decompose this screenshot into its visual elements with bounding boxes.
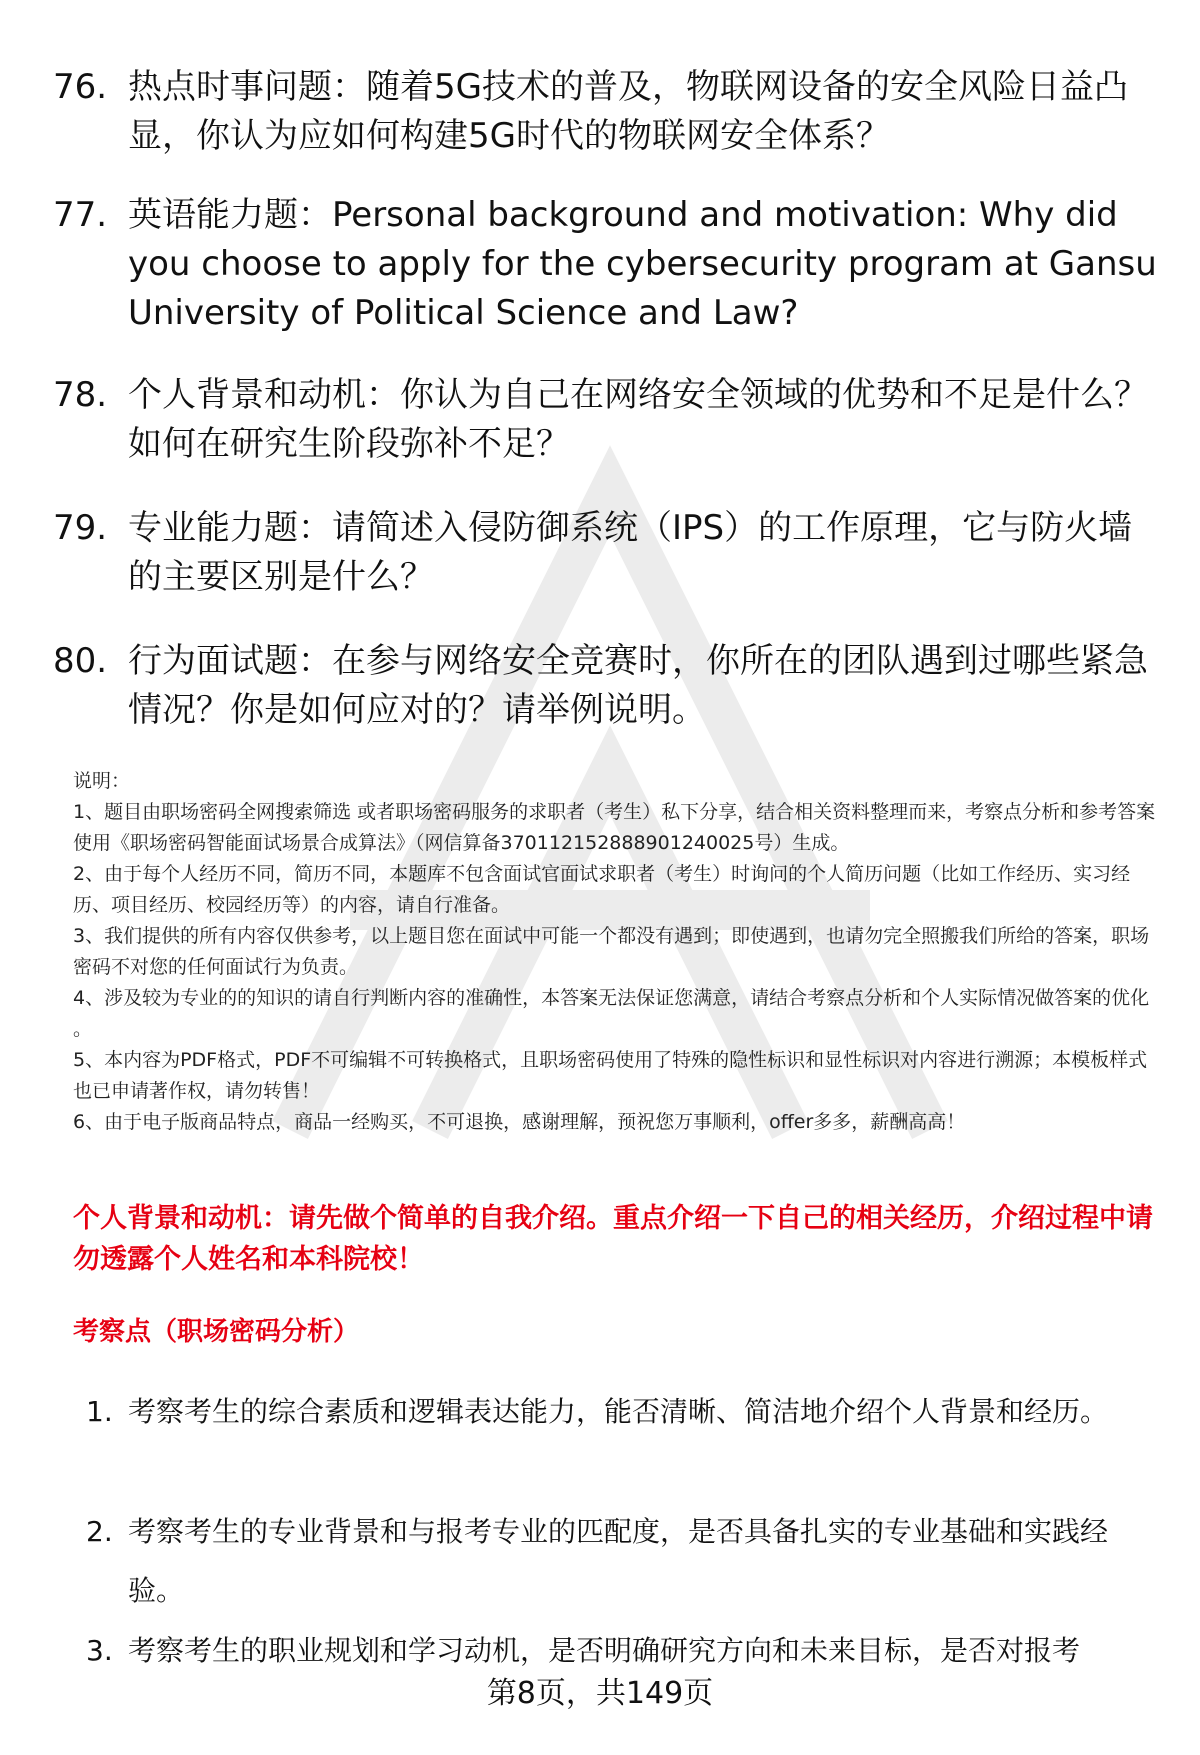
- point-number: 2.: [86, 1515, 113, 1548]
- question-number: 77.: [53, 195, 108, 235]
- question-text: 专业能力题：请简述入侵防御系统（IPS）的工作原理，它与防火墙的主要区别是什么？: [128, 508, 1133, 597]
- question-number: 76.: [53, 67, 108, 107]
- note-item: 5、本内容为PDF格式，PDF不可编辑不可转换格式，且职场密码使用了特殊的隐性标识和显性标识对内容进行溯源；本模板样式也已申请著作权，请勿转售！: [73, 1049, 1148, 1102]
- question-text: 个人背景和动机：你认为自己在网络安全领域的优势和不足是什么？如何在研究生阶段弥补不足？: [128, 375, 1148, 464]
- note-item: 2、由于每个人经历不同，简历不同，本题库不包含面试官面试求职者（考生）时询问的个人简历问题（比如工作经历、实习经历、项目经历、校园经历等）的内容，请自行准备。: [73, 863, 1131, 916]
- question-number: 78.: [53, 375, 108, 415]
- point-number: 1.: [86, 1395, 113, 1428]
- question-heading: 个人背景和动机：请先做个简单的自我介绍。重点介绍一下自己的相关经历，介绍过程中请勿透露个人姓名和本科院校！: [73, 1203, 1153, 1275]
- note-item: 6、由于电子版商品特点，商品一经购买，不可退换，感谢理解，预祝您万事顺利，offer多多，薪酬高高！: [73, 1111, 966, 1133]
- point-text: 考察考生的职业规划和学习动机，是否明确研究方向和未来目标，是否对报考: [128, 1634, 1081, 1667]
- note-item: 1、题目由职场密码全网搜索筛选 或者职场密码服务的求职者（考生）私下分享，结合相关资料整理而来，考察点分析和参考答案使用《职场密码智能面试场景合成算法》（网信算备370112152888901240025号）生成。: [73, 801, 1156, 854]
- page-number-footer: 第8页，共149页: [486, 1676, 714, 1711]
- question-number: 80.: [53, 641, 108, 681]
- note-item: 4、涉及较为专业的的知识的请自行判断内容的准确性，本答案无法保证您满意，请结合考察点分析和个人实际情况做答案的优化 。: [73, 987, 1150, 1040]
- analysis-heading: 考察点（职场密码分析）: [73, 1317, 360, 1347]
- question-text: 热点时事问题：随着5G技术的普及，物联网设备的安全风险日益凸显，你认为应如何构建5G时代的物联网安全体系？: [128, 67, 1128, 156]
- point-text: 考察考生的专业背景和与报考专业的匹配度，是否具备扎实的专业基础和实践经验。: [128, 1515, 1109, 1607]
- question-text: 行为面试题：在参与网络安全竞赛时，你所在的团队遇到过哪些紧急情况？你是如何应对的？请举例说明。: [128, 641, 1148, 730]
- disclaimer-notes: [73, 766, 1158, 1138]
- note-item: 3、我们提供的所有内容仅供参考，以上题目您在面试中可能一个都没有遇到；即使遇到，也请勿完全照搬我们所给的答案，职场密码不对您的任何面试行为负责。: [73, 925, 1150, 978]
- question-number: 79.: [53, 508, 108, 548]
- notes-title: 说明：: [73, 770, 131, 792]
- point-text: 考察考生的综合素质和逻辑表达能力，能否清晰、简洁地介绍个人背景和经历。: [128, 1395, 1109, 1428]
- question-text: 英语能力题：Personal background and motivation: Why did you choose to apply for the cybersecurity program at Gansu University of Political Science and Law?: [128, 195, 1157, 333]
- point-number: 3.: [86, 1634, 113, 1667]
